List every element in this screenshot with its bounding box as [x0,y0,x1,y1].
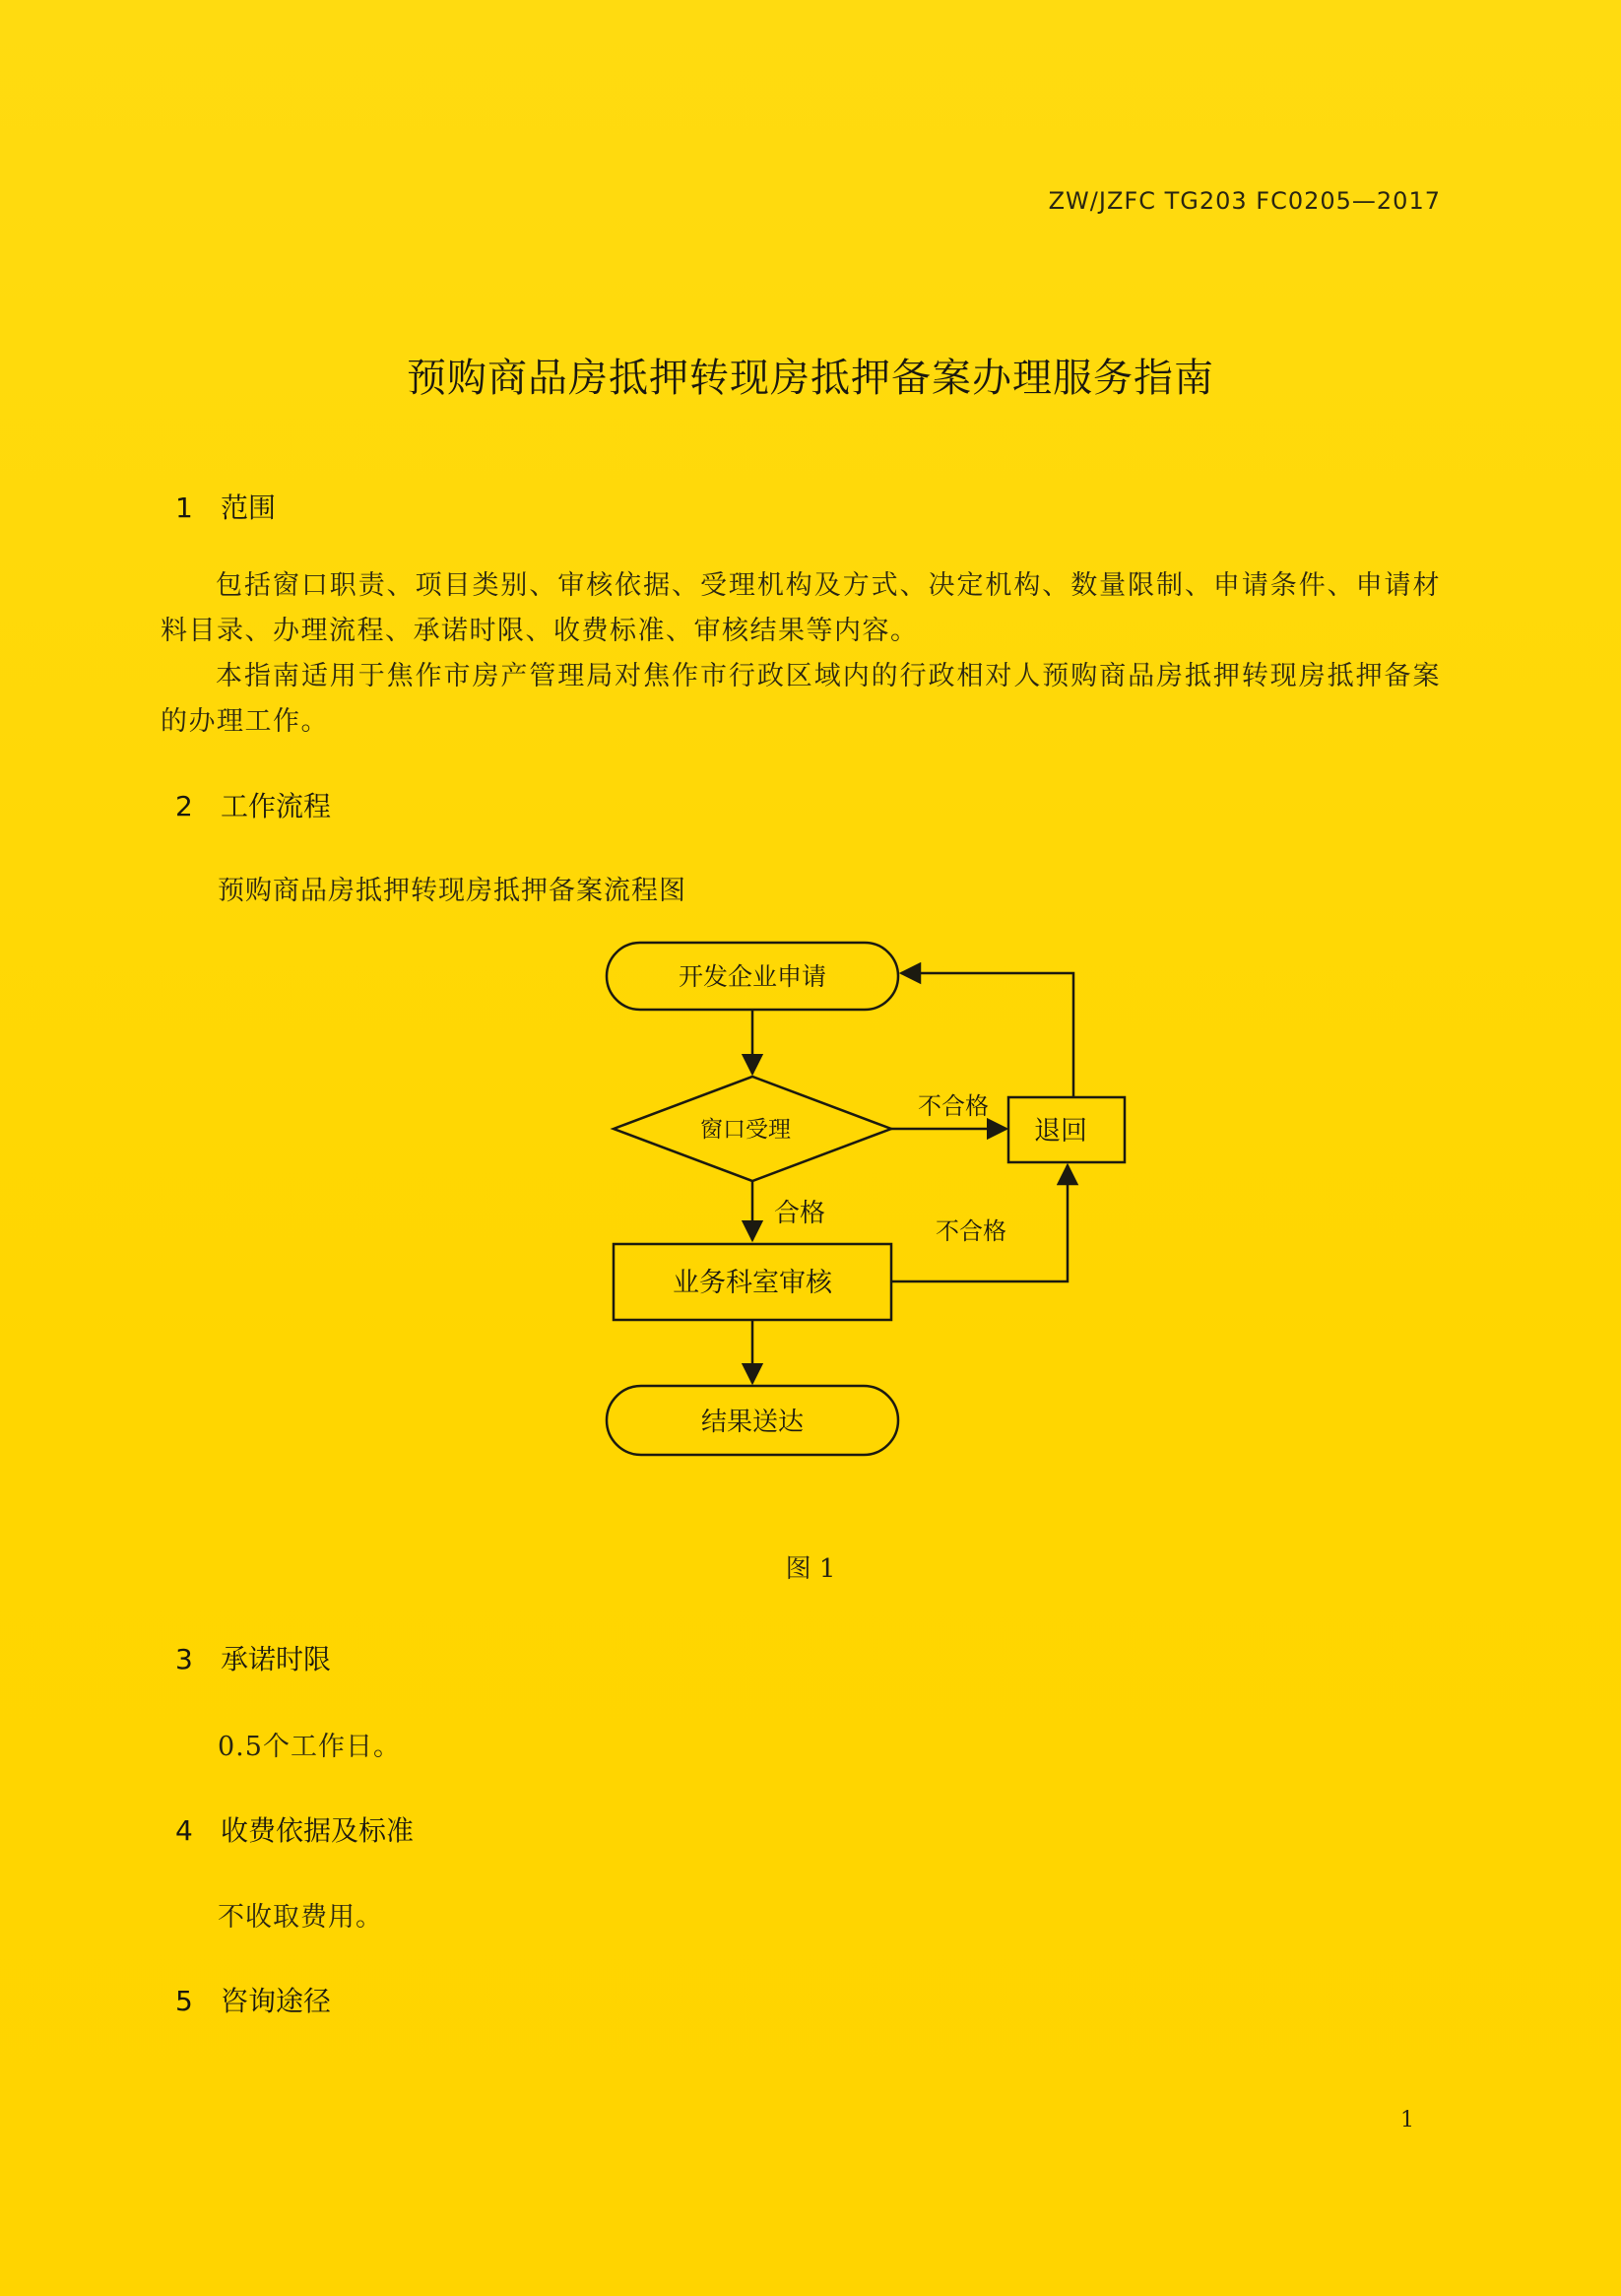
flowchart-title: 预购商品房抵押转现房抵押备案流程图 [218,876,686,906]
section-number: 2 [175,790,193,822]
section-title: 范围 [221,492,277,524]
flow-pass-label: 合格 [774,1199,826,1228]
flow-reject-label: 退回 [1034,1116,1087,1147]
section-heading-consultation [175,1980,331,2019]
flow-fail-label-2: 不合格 [936,1217,1006,1245]
section-title: 咨询途径 [221,1985,332,2017]
section-number: 3 [175,1643,193,1675]
section-number: 4 [175,1814,193,1847]
flow-start-label: 开发企业申请 [678,962,827,991]
time-limit-content: 0.5个工作日。 [218,1732,401,1762]
figure-caption: 图 1 [785,1554,836,1584]
section-title: 工作流程 [221,790,332,822]
section-heading-fees [175,1809,414,1849]
scope-paragraph-2: 本指南适用于焦作市房产管理局对焦作市行政区域内的行政相对人预购商品房抵押转现房抵押备案的办理工作。 [161,661,1441,737]
section-heading-time-limit [175,1638,331,1677]
document-code: ZW/JZFC TG203 FC0205—2017 [1048,187,1441,215]
fees-content: 不收取费用。 [218,1902,383,1933]
flow-fail-label-1: 不合格 [918,1092,989,1120]
flow-window-label: 窗口受理 [700,1117,791,1143]
section-title: 承诺时限 [221,1643,332,1675]
flow-arrow-reject-to-start [901,973,1073,1097]
flow-review-label: 业务科室审核 [673,1268,832,1298]
flow-result-label: 结果送达 [700,1408,805,1437]
section-title: 收费依据及标准 [221,1814,415,1847]
page-title: 预购商品房抵押转现房抵押备案办理服务指南 [407,356,1214,401]
page-number: 1 [1400,2108,1414,2132]
scope-paragraph-1: 包括窗口职责、项目类别、审核依据、受理机构及方式、决定机构、数量限制、申请条件、申请材料目录、办理流程、承诺时限、收费标准、审核结果等内容。 [161,570,1441,646]
section-number: 5 [175,1985,193,2017]
section-number: 1 [175,492,193,524]
